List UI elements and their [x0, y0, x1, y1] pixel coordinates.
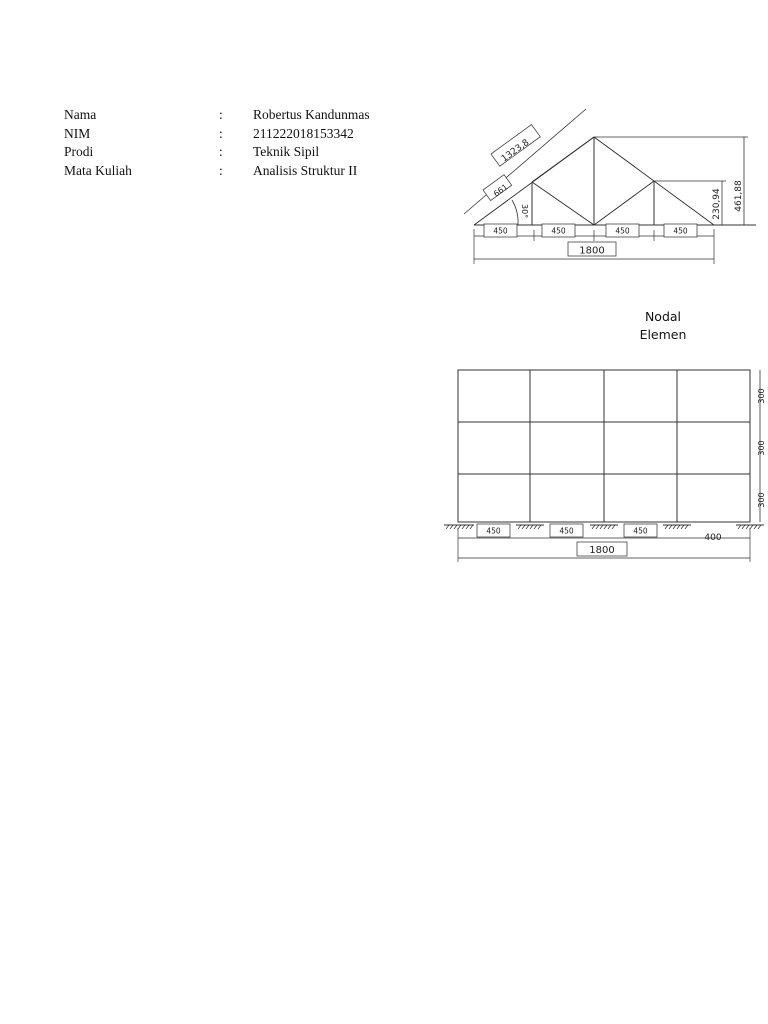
- frame-diagram: [440, 362, 766, 566]
- bay-width-label: 450: [633, 526, 648, 536]
- info-row-nama: [64, 106, 370, 125]
- last-bay-width-label: 400: [704, 533, 722, 543]
- upper-left-diagonal: [532, 137, 594, 182]
- panel-width-label: 450: [551, 226, 566, 236]
- info-value: Robertus Kandunmas: [253, 107, 370, 122]
- story-height-label: 300: [757, 388, 766, 404]
- story-height-label: 300: [757, 492, 766, 508]
- support-hatch: [665, 525, 688, 529]
- legend-nodal: Nodal: [644, 309, 682, 324]
- info-label: Prodi: [64, 144, 94, 159]
- panel-width-label: 450: [615, 226, 630, 236]
- total-span-label: 1800: [589, 545, 615, 556]
- info-row-prodi: [64, 143, 370, 162]
- info-row-mata-kuliah: [64, 162, 370, 181]
- rafter-length-label: 1323,8: [499, 137, 532, 165]
- angle-arc: [512, 200, 518, 225]
- info-separator: :: [219, 125, 223, 141]
- bay-width-label: 450: [486, 526, 501, 536]
- panel-width-label: 450: [673, 226, 688, 236]
- info-value: 211222018153342: [253, 125, 354, 141]
- info-separator: :: [219, 144, 223, 159]
- left-diagonal: [532, 182, 594, 225]
- support-hatch: [592, 525, 615, 529]
- info-separator: :: [219, 107, 223, 122]
- total-span-label: 1800: [579, 245, 605, 257]
- legend-elemen: Elemen: [639, 327, 687, 342]
- right-diagonal: [594, 181, 654, 225]
- inner-height-label: 230,94: [712, 188, 722, 220]
- student-info-table: [64, 106, 370, 180]
- info-label: NIM: [64, 125, 91, 141]
- info-value: Analisis Struktur II: [253, 162, 358, 178]
- legend: [620, 308, 706, 344]
- support-hatch: [738, 525, 761, 529]
- segment-length-label: 661: [491, 182, 510, 199]
- info-separator: :: [219, 162, 223, 178]
- truss-diagram: [456, 104, 756, 268]
- story-height-label: 300: [757, 440, 766, 456]
- support-hatch: [446, 525, 473, 529]
- panel-width-label: 450: [493, 226, 508, 236]
- info-label: Nama: [64, 107, 97, 122]
- angle-label: 30°: [520, 204, 529, 219]
- info-label: Mata Kuliah: [64, 162, 132, 178]
- info-row-nim: [64, 125, 370, 144]
- outer-height-label: 461,88: [734, 180, 744, 212]
- bay-width-label: 450: [559, 526, 574, 536]
- support-hatch: [518, 525, 541, 529]
- rafter-dim-line: [464, 109, 586, 214]
- info-value: Teknik Sipil: [253, 144, 320, 159]
